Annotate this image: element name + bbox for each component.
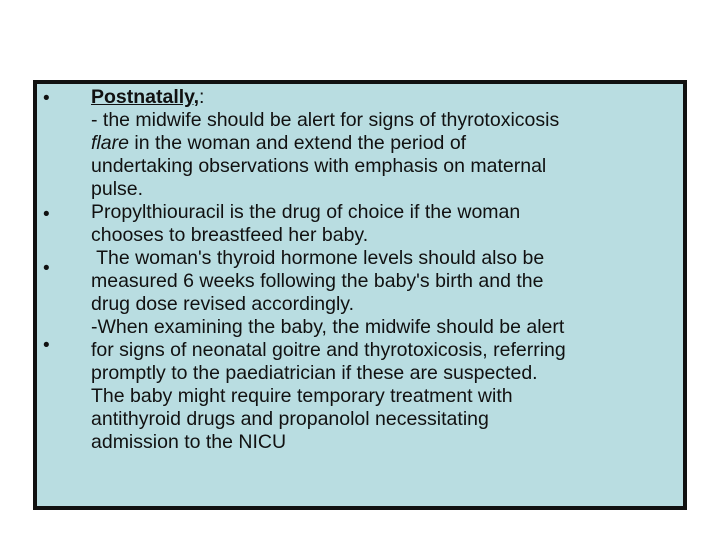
postnatally-label: Postnatally, bbox=[91, 86, 200, 108]
item-2-line-2: chooses to breastfeed her baby. bbox=[91, 224, 369, 246]
item-2-line-1: Propylthiouracil is the drug of choice if the woman bbox=[91, 201, 521, 223]
item-4-line-2: for signs of neonatal goitre and thyrotoxicosis, referring bbox=[91, 339, 566, 361]
bullet-3: • bbox=[43, 258, 50, 279]
item-1-line-4: pulse. bbox=[91, 178, 144, 200]
bullet-text-block bbox=[91, 86, 686, 454]
item-1-line-2-rest: in the woman and extend the period of bbox=[128, 132, 467, 154]
postnatally-colon: : bbox=[199, 86, 205, 108]
item-4-line-6: admission to the NICU bbox=[91, 431, 287, 453]
item-1-line-3: undertaking observations with emphasis on maternal bbox=[91, 155, 547, 177]
item-3-line-3: drug dose revised accordingly. bbox=[91, 293, 355, 315]
item-3-line-1: The woman's thyroid hormone levels should also be bbox=[91, 247, 545, 269]
item-1-line-2 bbox=[91, 132, 686, 155]
item-4-line-4: The baby might require temporary treatment with bbox=[91, 385, 513, 407]
bullet-1: • bbox=[43, 88, 50, 109]
item-4-line-3: promptly to the paediatrician if these are suspected. bbox=[91, 362, 538, 384]
bullet-4: • bbox=[43, 335, 50, 356]
bullet-2: • bbox=[43, 204, 50, 225]
item-4-line-5: antithyroid drugs and propanolol necessitating bbox=[91, 408, 489, 430]
item-1-line-1: - the midwife should be alert for signs of thyrotoxicosis bbox=[91, 109, 560, 131]
item-1-heading bbox=[91, 86, 686, 109]
item-3-line-2: measured 6 weeks following the baby's birth and the bbox=[91, 270, 544, 292]
item-4-line-1: -When examining the baby, the midwife should be alert bbox=[91, 316, 565, 338]
flare-word: flare bbox=[91, 132, 129, 154]
